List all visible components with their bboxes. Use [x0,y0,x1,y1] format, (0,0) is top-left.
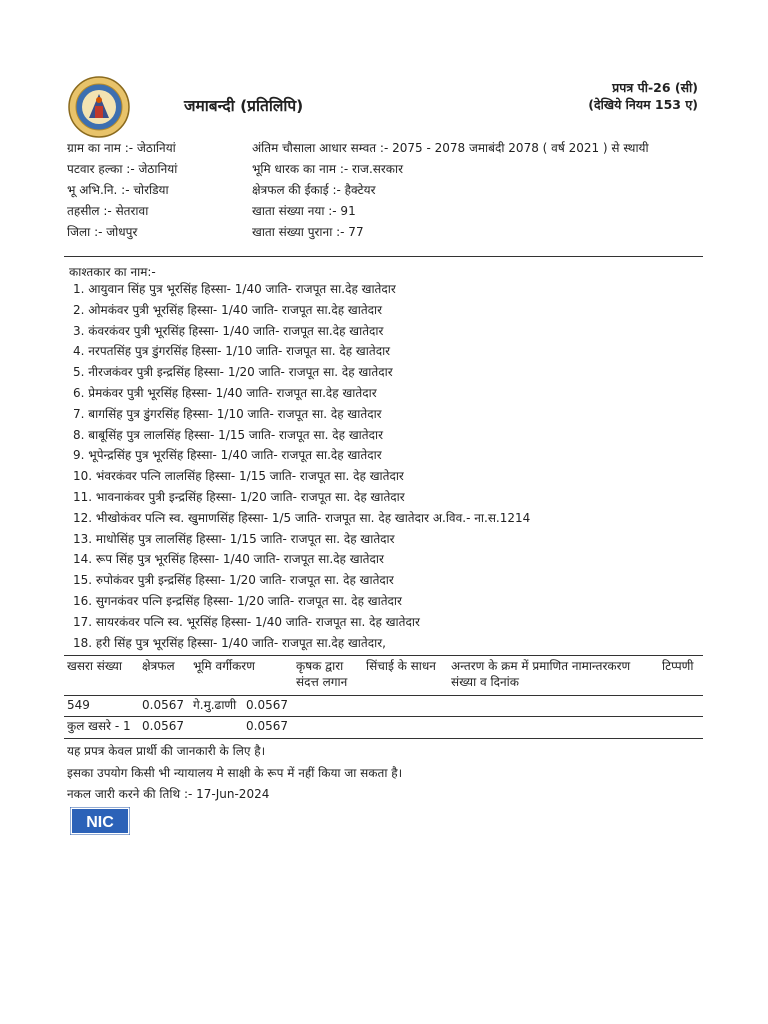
tehsil: तहसील :- सेतरावा [67,204,149,218]
list-item: 13. माधोसिंह पुत्र लालसिंह हिस्सा- 1/15 जाति- राजपूत सा. देह खातेदार [73,531,395,546]
list-item: 15. रुपोकंवर पुत्री इन्द्रसिंह हिस्सा- 1/20 जाति- राजपूत सा. देह खातेदार [73,573,394,588]
header-transfer-line2: संख्या व दिनांक [451,675,519,689]
document-title: जमाबन्दी (प्रतिलिपि) [184,97,304,115]
header-remarks: टिप्पणी [662,659,694,673]
form-number: प्रपत्र पी-26 (सी) [612,80,698,95]
owners-heading: काश्तकार का नाम:- [69,265,156,279]
note-info-only: यह प्रपत्र केवल प्रार्थी की जानकारी के लिए है। [67,744,266,758]
area-unit: क्षेत्रफल की ईकाई :- हैक्टेयर [252,183,376,197]
land-records-inspector: भू अभि.नि. :- चोरडिया [67,183,169,197]
total-class-area: 0.0567 [246,719,288,733]
list-item: 1. आयुवान सिंह पुत्र भूरसिंह हिस्सा- 1/40 जाति- राजपूत सा.देह खातेदार [73,282,396,296]
header-rule [64,695,703,696]
header-irrigation: सिंचाई के साधन [366,659,436,673]
nic-logo-text: NIC [86,814,114,831]
list-item: 8. बाबूसिंह पुत्र लालसिंह हिस्सा- 1/15 जाति- राजपूत सा. देह खातेदार [73,427,383,442]
list-item: 17. सायरकंवर पत्नि स्व. भूरसिंह हिस्सा- 1/40 जाति- राजपूत सा. देह खातेदार [73,614,420,629]
khata-number-new: खाता संख्या नया :- 91 [252,204,356,218]
rajasthan-emblem-icon [68,76,130,138]
district: जिला :- जोधपुर [67,225,138,239]
header-rent-line2: संदत्त लगान [296,675,348,689]
header-classification: भूमि वर्गीकरण [193,659,255,673]
note-not-evidence: इसका उपयोग किसी भी न्यायालय मे साक्षी के रूप में नहीं किया जा सकता है। [67,766,403,780]
header-area: क्षेत्रफल [142,659,175,673]
row-rule [64,716,703,717]
patwar-circle: पटवार हल्का :- जेठानियां [67,162,178,176]
issue-date: नकल जारी करने की तिथि :- 17-Jun-2024 [67,787,270,801]
list-item: 11. भावनाकंवर पुत्री इन्द्रसिंह हिस्सा- 1/20 जाति- राजपूत सा. देह खातेदार [73,489,405,504]
total-label: कुल खसरे - 1 [67,719,131,733]
nic-logo-icon [70,807,130,835]
village-name: ग्राम का नाम :- जेठानियां [67,141,176,155]
khata-number-old: खाता संख्या पुराना :- 77 [252,225,364,239]
owners-list [73,279,530,653]
divider [64,256,703,257]
list-item: 18. हरी सिंह पुत्र भूरसिंह हिस्सा- 1/40 जाति- राजपूत सा.देह खातेदार, [73,635,386,650]
list-item: 6. प्रेमकंवर पुत्री भूरसिंह हिस्सा- 1/40 जाति- राजपूत सा.देह खातेदार [73,385,377,400]
list-item: 14. रूप सिंह पुत्र भूरसिंह हिस्सा- 1/40 जाति- राजपूत सा.देह खातेदार [73,552,384,567]
list-item: 3. कंवरकंवर पुत्री भूरसिंह हिस्सा- 1/40 जाति- राजपूत सा.देह खातेदार [73,323,384,338]
table-top-rule [64,655,703,656]
cell-khasra: 549 [67,698,90,712]
list-item: 5. नीरजकंवर पुत्री इन्द्रसिंह हिस्सा- 1/20 जाति- राजपूत सा. देह खातेदार [73,365,393,380]
chausala-basis: अंतिम चौसाला आधार सम्वत :- 2075 - 2078 जमाबंदी 2078 ( वर्ष 2021 ) से स्थायी [252,141,649,155]
total-area: 0.0567 [142,719,184,733]
list-item: 9. भूपेन्द्रसिंह पुत्र भूरसिंह हिस्सा- 1/40 जाति- राजपूत सा.देह खातेदार [73,448,382,463]
header-khasra: खसरा संख्या [67,659,122,673]
header-transfer-line1: अन्तरण के क्रम में प्रमाणित नामान्तरकरण [451,659,631,673]
header-rent-line1: कृषक द्वारा [296,659,344,673]
land-holder-name: भूमि धारक का नाम :- राज.सरकार [252,162,404,176]
list-item: 4. नरपतसिंह पुत्र डुंगरसिंह हिस्सा- 1/10 जाति- राजपूत सा. देह खातेदार [73,344,391,359]
cell-area: 0.0567 [142,698,184,712]
list-item: 16. सुगनकंवर पत्नि इन्द्रसिंह हिस्सा- 1/20 जाति- राजपूत सा. देह खातेदार [73,593,402,608]
list-item: 12. भीखोकंवर पत्नि स्व. खुमाणसिंह हिस्सा- 1/5 जाति- राजपूत सा. देह खातेदार अ.विव.- ना.स.1214 [73,510,531,525]
list-item: 10. भंवरकंवर पत्नि लालसिंह हिस्सा- 1/15 जाति- राजपूत सा. देह खातेदार [73,469,404,484]
list-item: 2. ओमकंवर पुत्री भूरसिंह हिस्सा- 1/40 जाति- राजपूत सा.देह खातेदार [73,302,383,317]
list-item: 7. बागसिंह पुत्र डुंगरसिंह हिस्सा- 1/10 जाति- राजपूत सा. देह खातेदार [73,406,382,421]
cell-classification: गे.मु.ढाणी [193,698,237,712]
table-bottom-rule [64,738,703,739]
form-rule: (देखिये नियम 153 ए) [588,97,698,112]
cell-class-area: 0.0567 [246,698,288,712]
